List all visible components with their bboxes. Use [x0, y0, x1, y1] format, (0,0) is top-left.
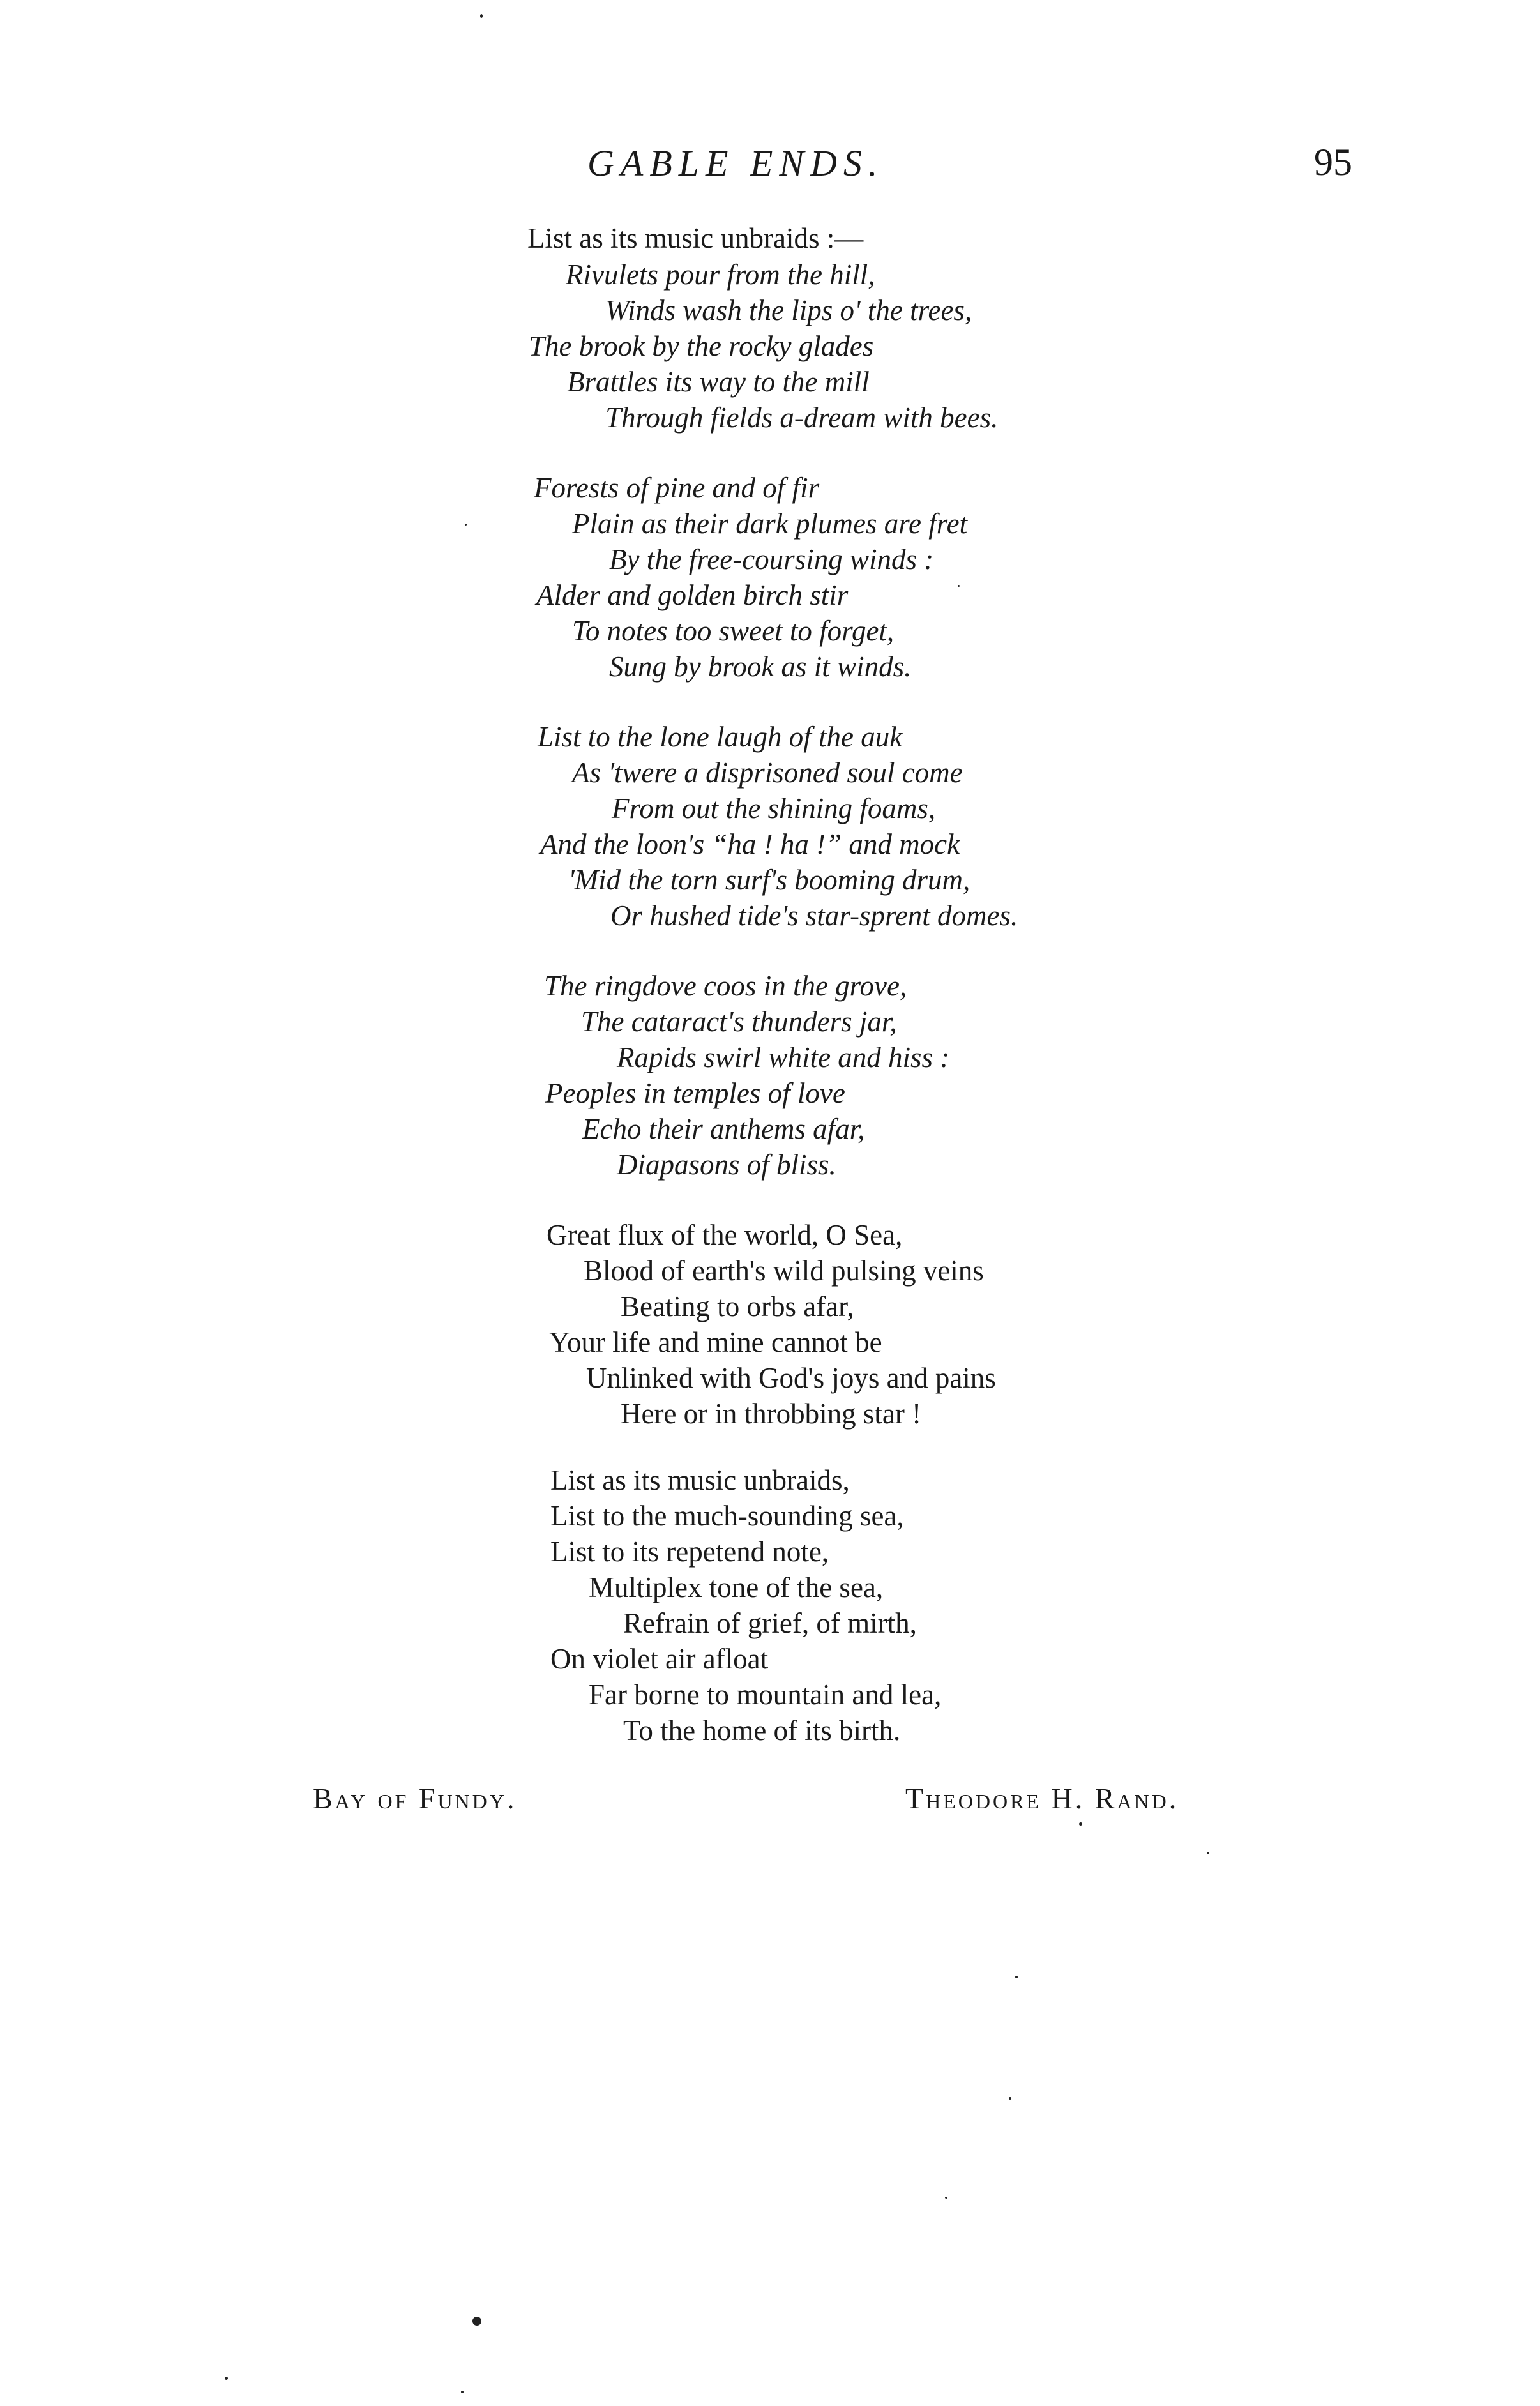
- scan-speck: [1015, 1976, 1018, 1978]
- place-signature: Bay of Fundy.: [313, 1782, 517, 1815]
- poem-line: Or hushed tide's star-sprent domes.: [610, 900, 1018, 932]
- poem-line: Brattles its way to the mill: [567, 366, 870, 398]
- poem-line: List as its music unbraids :—: [527, 222, 864, 254]
- poem-line: 'Mid the torn surf's booming drum,: [568, 864, 970, 896]
- scan-speck: [465, 524, 467, 526]
- poem-line: On violet air afloat: [550, 1643, 769, 1675]
- poem-line: Refrain of grief, of mirth,: [623, 1607, 917, 1639]
- scan-speck: [472, 2317, 481, 2326]
- poem-line: The brook by the rocky glades: [529, 330, 874, 362]
- poem-line: To notes too sweet to forget,: [572, 615, 895, 647]
- poem-line: Here or in throbbing star !: [621, 1398, 922, 1430]
- poem-line: Great flux of the world, O Sea,: [547, 1219, 903, 1251]
- running-header-title: GABLE ENDS.: [587, 142, 884, 184]
- poem-line: Plain as their dark plumes are fret: [572, 508, 968, 540]
- poem-line: Rivulets pour from the hill,: [566, 259, 875, 291]
- poem-line: As 'twere a disprisoned soul come: [572, 757, 963, 789]
- poem-line: Forests of pine and of fir: [534, 472, 820, 504]
- poem-line: Peoples in temples of love: [545, 1077, 845, 1109]
- poem-line: Through fields a-dream with bees.: [605, 402, 999, 434]
- scan-speck: [225, 2377, 228, 2380]
- poem-line: List as its music unbraids,: [550, 1464, 850, 1496]
- poem-line: Far borne to mountain and lea,: [589, 1679, 942, 1711]
- poem-line: Multiplex tone of the sea,: [589, 1571, 884, 1603]
- poem-line: Rapids swirl white and hiss :: [617, 1041, 950, 1073]
- page-number: 95: [1314, 141, 1352, 183]
- poem-line: Sung by brook as it winds.: [609, 651, 912, 683]
- poem-line: From out the shining foams,: [612, 792, 936, 824]
- scan-speck: [1207, 1852, 1209, 1854]
- scan-speck: [461, 2391, 464, 2393]
- scan-speck: [480, 14, 483, 18]
- scan-speck: [1009, 2097, 1011, 2100]
- poem-line: Echo their anthems afar,: [582, 1113, 865, 1145]
- poem-line: The cataract's thunders jar,: [581, 1006, 897, 1038]
- poem-line: Diapasons of bliss.: [617, 1149, 836, 1181]
- poem-line: Blood of earth's wild pulsing veins: [584, 1255, 984, 1287]
- author-signature: Theodore H. Rand.: [905, 1782, 1179, 1815]
- poem-line: Unlinked with God's joys and pains: [586, 1362, 996, 1394]
- poem-line: List to the much-sounding sea,: [550, 1500, 904, 1532]
- poem-line: By the free-coursing winds :: [609, 543, 934, 575]
- poem-line: Winds wash the lips o' the trees,: [605, 294, 972, 326]
- scan-speck: [945, 2197, 947, 2199]
- poem-line: Your life and mine cannot be: [549, 1326, 882, 1358]
- poem-line: Alder and golden birch stir: [536, 579, 849, 611]
- poem-line: List to the lone laugh of the auk: [538, 721, 903, 753]
- scan-speck: [1079, 1822, 1082, 1826]
- poem-line: List to its repetend note,: [550, 1536, 829, 1568]
- poem-line: Beating to orbs afar,: [621, 1290, 854, 1322]
- poem-line: To the home of its birth.: [623, 1714, 901, 1746]
- scan-speck: [958, 585, 960, 587]
- poem-line: And the loon's “ha ! ha !” and mock: [540, 828, 960, 860]
- poem-line: The ringdove coos in the grove,: [544, 970, 907, 1002]
